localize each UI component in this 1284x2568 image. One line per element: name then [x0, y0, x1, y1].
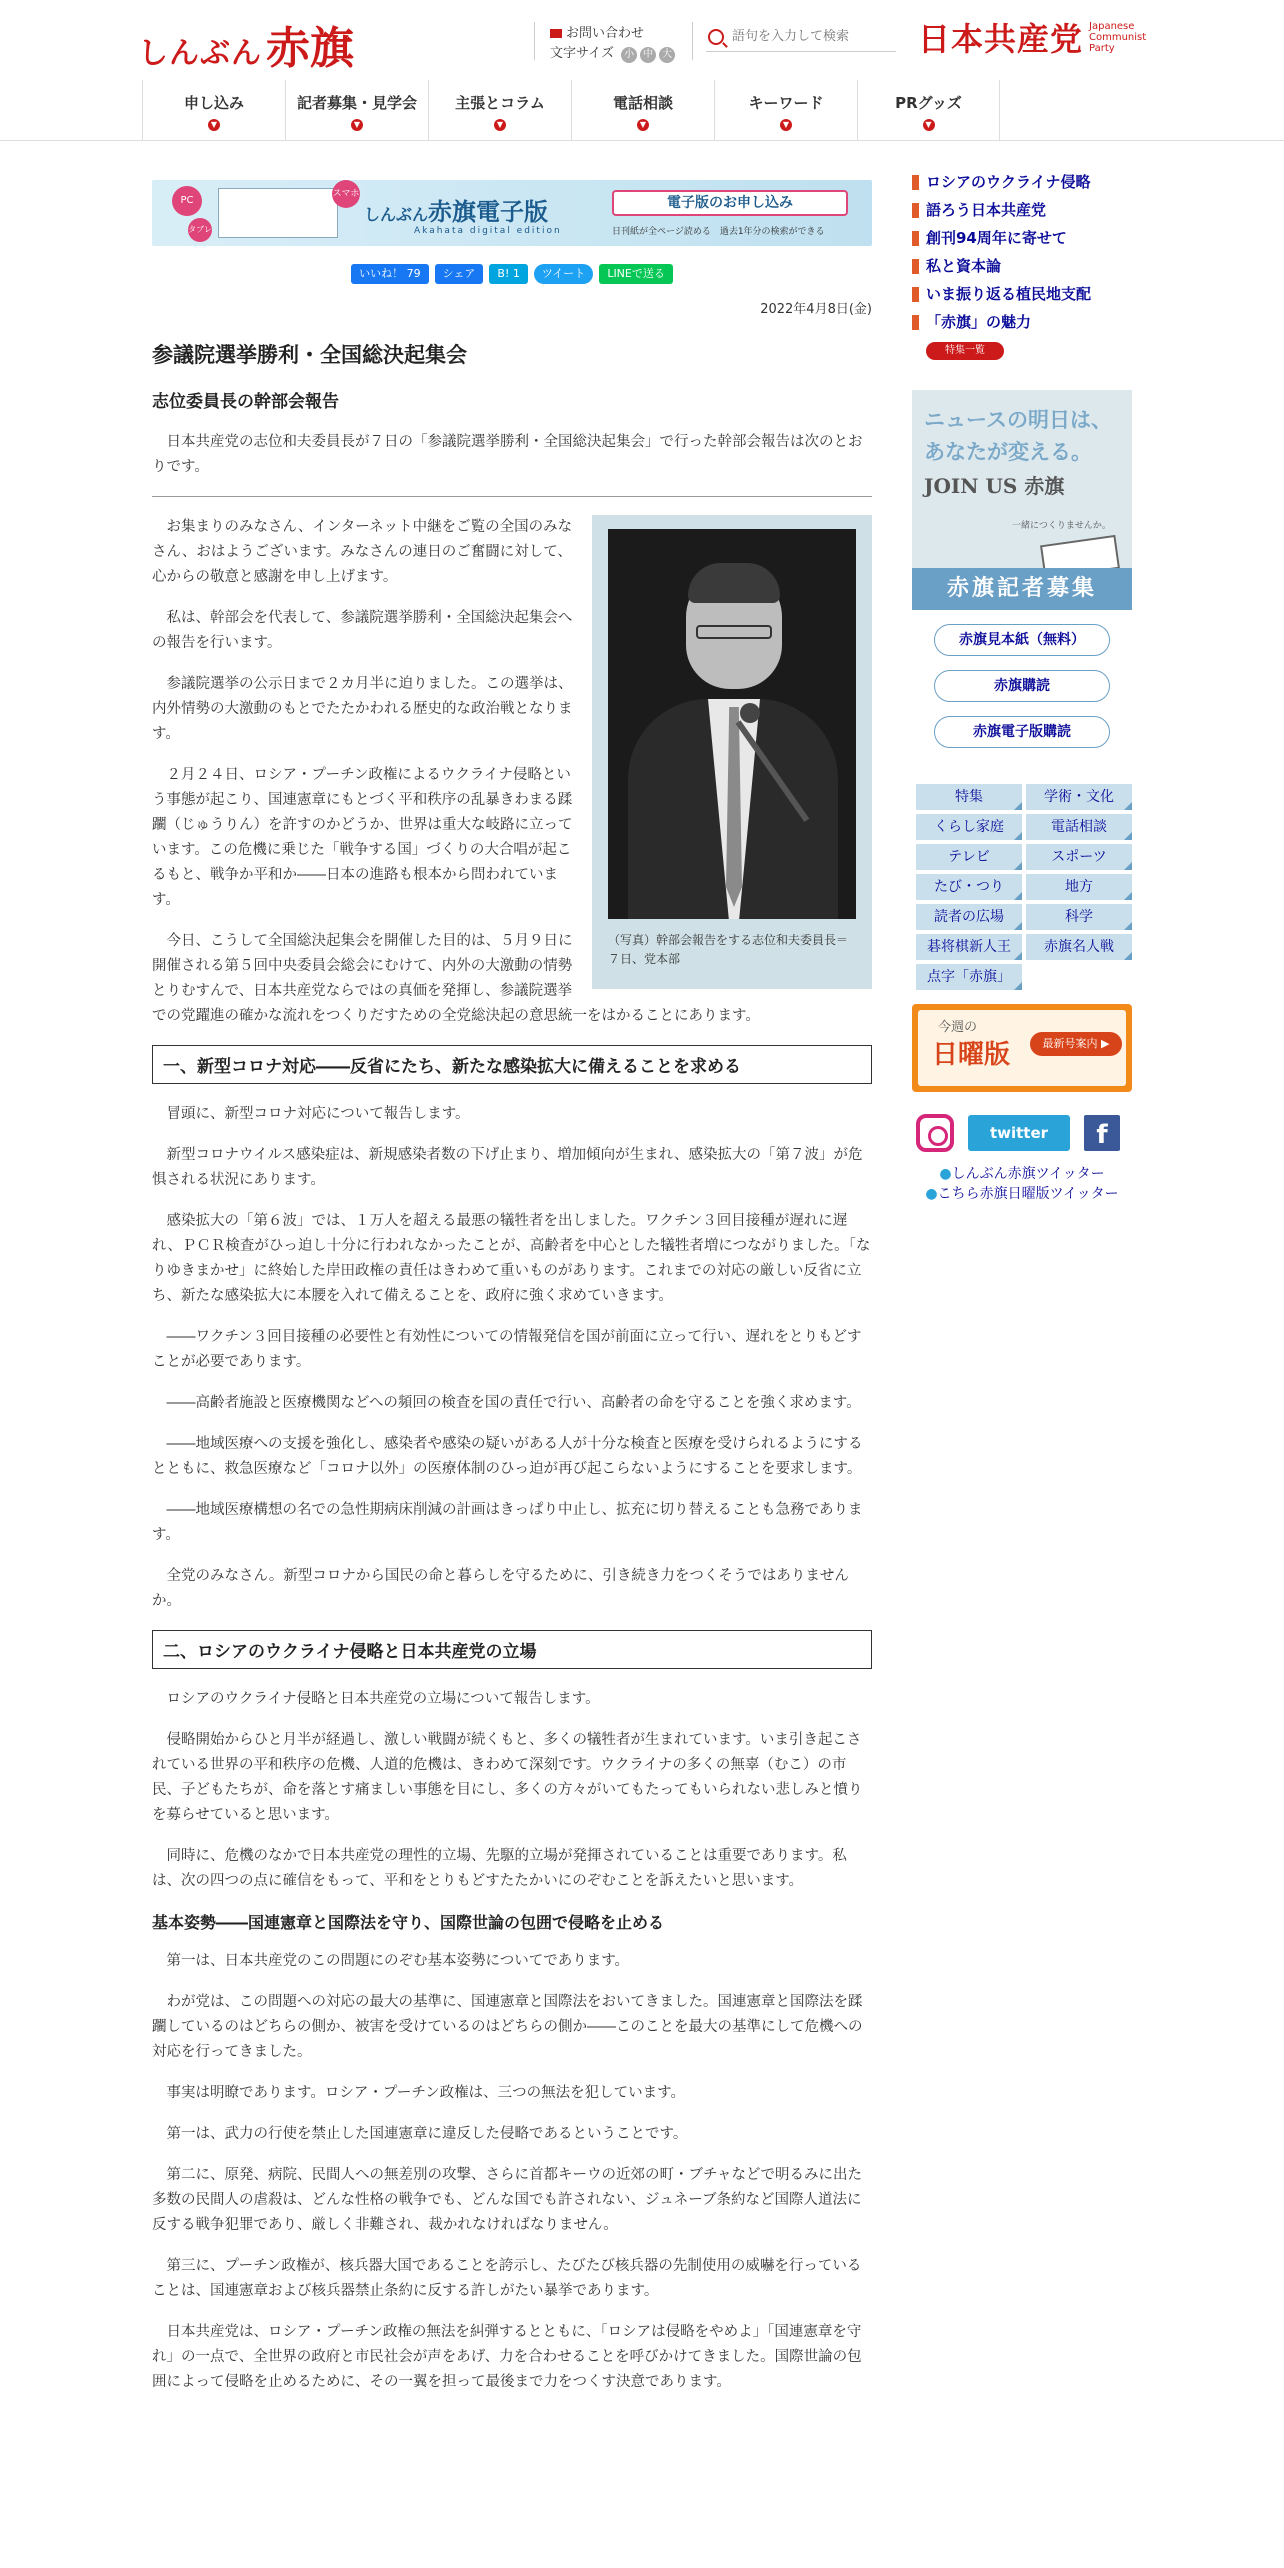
article-paragraph: 全党のみなさん。新型コロナから国民の命と暮らしを守るために、引き続き力をつくそうではありませんか。 [152, 1568, 849, 1609]
article-paragraph: 私は、幹部会を代表して、参議院選挙勝利・全国総決起集会への報告を行います。 [152, 610, 573, 651]
article-photo[interactable] [608, 529, 856, 919]
article-subtitle: 志位委員長の幹部会報告 [152, 392, 339, 412]
smartphone-badge: スマホ [332, 180, 360, 208]
subsection-heading: 基本姿勢――国連憲章と国際法を守り、国際世論の包囲で侵略を止める [152, 1913, 665, 1932]
nav-item-keyword[interactable]: キーワード ▼ [714, 80, 857, 140]
main-nav [142, 80, 1000, 140]
line-share-button[interactable]: LINEで送る [599, 264, 673, 284]
instagram-icon[interactable] [916, 1114, 954, 1152]
chevron-down-icon: ▼ [637, 119, 649, 131]
digital-subscribe-button[interactable]: 赤旗電子版購読 [934, 716, 1110, 748]
hatena-bookmark-button[interactable]: B! 1 [489, 264, 527, 284]
category-link[interactable]: 科学 [1026, 904, 1132, 930]
sunday-title: 日曜版 [932, 1040, 1011, 1070]
article-paragraph: ――地域医療への支援を強化し、感染者や感染の疑いがある人が十分な検査と医療を受けられるようにするとともに、救急医療など「コロナ以外」の医療体制のひっ迫が再び起こらないようにすることを要求します。 [152, 1436, 863, 1477]
search-box [706, 22, 896, 52]
feature-link[interactable]: 私と資本論 [912, 252, 1132, 280]
article-paragraph: 同時に、危機のなかで日本共産党の理性的立場、先駆的立場が発揮されていることは重要であります。私は、次の四つの点に確信をもって、平和をとりもどすたたかいにのぞむことを訴えたいと思います。 [152, 1848, 847, 1889]
font-size-large-button[interactable]: 大 [659, 47, 675, 63]
category-link[interactable]: くらし家庭 [916, 814, 1022, 840]
nav-item-pr[interactable]: PRグッズ ▼ [857, 80, 1000, 140]
jcp-logo[interactable] [918, 14, 1146, 60]
banner-title: しんぶん赤旗電子版 [364, 198, 549, 226]
pc-badge: PC [172, 186, 202, 216]
category-link[interactable]: 電話相談 [1026, 814, 1132, 840]
nav-item-apply[interactable]: 申し込み ▼ [142, 80, 285, 140]
category-link[interactable]: 碁将棋新人王 [916, 934, 1022, 960]
mail-icon [550, 29, 562, 38]
search-icon[interactable] [708, 29, 724, 45]
feature-link[interactable]: 創刊94周年に寄せて [912, 224, 1132, 252]
section-heading-1: 一、新型コロナ対応――反省にたち、新たな感染拡大に備えることを求める [152, 1045, 872, 1084]
article-paragraph: 第一は、武力の行使を禁止した国連憲章に違反した侵略であるということです。 [166, 2126, 688, 2142]
logo-big-text: 赤旗 [266, 23, 354, 74]
digital-edition-banner[interactable] [152, 180, 872, 258]
latest-issue-button[interactable]: 最新号案内 ▶ [1030, 1032, 1122, 1056]
article-paragraph: 冒頭に、新型コロナ対応について報告します。 [166, 1106, 470, 1122]
photo-caption: （写真）幹部会報告をする志位和夫委員長＝７日、党本部 [608, 933, 849, 966]
banner-subtitle: Akahata digital edition [414, 226, 562, 236]
category-link[interactable]: たび・つり [916, 874, 1022, 900]
divider [152, 496, 872, 497]
nav-item-phone[interactable]: 電話相談 ▼ [571, 80, 714, 140]
twitter-links [912, 1164, 1132, 1204]
article-paragraph: ロシアのウクライナ侵略と日本共産党の立場について報告します。 [166, 1691, 600, 1707]
font-size-small-button[interactable]: 小 [621, 47, 637, 63]
twitter-link-sunday[interactable]: ●こちら赤旗日曜版ツイッター [925, 1186, 1119, 1202]
article-paragraph: 日本共産党は、ロシア・プーチン政権の無法を糾弾するとともに、「ロシアは侵略をやめよ」「国連憲章を守れ」の一点で、全世界の政府と市民社会が声をあげ、力を合わせることを呼びかけてきました。国際世論の包囲によって侵略を止めるために、その一翼を担って最後まで力をつくす決意であります。 [152, 2324, 862, 2390]
category-grid [912, 784, 1132, 990]
contact-label: お問い合わせ [566, 26, 645, 41]
digital-apply-button[interactable]: 電子版のお申し込み [612, 190, 848, 216]
article-paragraph: 事実は明瞭であります。ロシア・プーチン政権は、三つの無法を犯しています。 [166, 2085, 686, 2101]
logo-small-text: しんぶん [138, 36, 262, 71]
contact-link[interactable] [550, 22, 644, 41]
category-link[interactable]: 点字「赤旗」 [916, 964, 1022, 990]
font-size-label: 文字サイズ [550, 46, 614, 61]
article-paragraph: ２月２４日、ロシア・プーチン政権によるウクライナ侵略という事態が起こり、国連憲章にもとづく平和秩序の乱暴きわまる蹂躙（じゅうりん）を許すのかどうか、世界は重大な岐路に立っています。この危機に乗じた「戦争する国」づくりの大合唱が起こるもと、戦争か平和か――日本の進路も根本から問われています。 [152, 767, 573, 908]
chevron-down-icon: ▼ [351, 119, 363, 131]
article-paragraph: 第一は、日本共産党のこの問題にのぞむ基本姿勢についてであります。 [166, 1953, 630, 1969]
article-paragraph: 新型コロナウイルス感染症は、新規感染者数の下げ止まり、増加傾向が生まれ、感染拡大の「第７波」が危惧される状況にあります。 [152, 1147, 863, 1188]
article-paragraph: ――地域医療構想の名での急性期病床削減の計画はきっぱり中止し、拡充に切り替えることも急務であります。 [152, 1502, 863, 1543]
subscribe-button[interactable]: 赤旗購読 [934, 670, 1110, 702]
feature-list-button[interactable]: 特集一覧 [926, 342, 1004, 360]
sns-links [912, 1114, 1132, 1152]
article-paragraph: 今日、こうして全国総決起集会を開催した目的は、５月９日に開催される第５回中央委員会総会にむけて、内外の大激動の情勢とりむすんで、日本共産党ならではの真価を発揮し、参議院選挙での党躍進の確かな流れをつくりだすための全党総決起の意思統一をはかることにあります。 [152, 933, 760, 1024]
article-paragraph: ――高齢者施設と医療機関などへの頻回の検査を国の責任で行い、高齢者の命を守ることを強く求めます。 [166, 1395, 861, 1411]
article-paragraph: 第二に、原発、病院、民間人への無差別の攻撃、さらに首都キーウの近郊の町・ブチャなどで明るみに出た多数の民間人の虐殺は、どんな性格の戦争でも、どんな国でも許されない、ジュネーブ条約など国際人道法に反する戦争犯罪であり、厳しく非難され、裁かれなければなりません。 [152, 2167, 863, 2233]
akahata-logo[interactable] [138, 12, 354, 76]
twitter-follow-button[interactable]: twitter [968, 1115, 1070, 1151]
article-paragraph: 参議院選挙の公示日まで２カ月半に迫りました。この選挙は、内外情勢の大激動のもとでたたかわれる歴史的な政治戦となります。 [152, 676, 573, 742]
feature-link[interactable]: ロシアのウクライナ侵略 [912, 168, 1132, 196]
feature-link[interactable]: 「赤旗」の魅力 [912, 308, 1132, 336]
search-input[interactable] [732, 29, 882, 44]
device-illustration [218, 188, 338, 238]
article-lead: 日本共産党の志位和夫委員長が７日の「参議院選挙勝利・全国総決起集会」で行った幹部会報告は次のとおりです。 [152, 434, 863, 475]
sample-paper-button[interactable]: 赤旗見本紙（無料） [934, 624, 1110, 656]
feature-links [912, 168, 1132, 336]
article-paragraph: ――ワクチン３回目接種の必要性と有効性についての情報発信を国が前面に立って行い、遅れをとりもどすことが必要であります。 [152, 1329, 862, 1370]
feature-link[interactable]: 語ろう日本共産党 [912, 196, 1132, 224]
article-photo-box [592, 515, 872, 989]
site-header [0, 0, 1284, 72]
category-link[interactable]: テレビ [916, 844, 1022, 870]
font-size-medium-button[interactable]: 中 [640, 47, 656, 63]
facebook-share-button[interactable]: シェア [435, 264, 484, 284]
tablet-badge: タブレット [188, 218, 212, 242]
party-name-en: Japanese Communist Party [1089, 20, 1147, 54]
category-link[interactable]: 地方 [1026, 874, 1132, 900]
recruit-join-text: JOIN US 赤旗 [924, 474, 1065, 498]
twitter-link-akahata[interactable]: ●しんぶん赤旗ツイッター [939, 1166, 1105, 1182]
category-link[interactable]: 赤旗名人戦 [1026, 934, 1132, 960]
category-link[interactable]: 特集 [916, 784, 1022, 810]
reporter-recruit-banner[interactable] [912, 390, 1132, 610]
category-link[interactable]: 読者の広場 [916, 904, 1022, 930]
chevron-down-icon: ▼ [780, 119, 792, 131]
article-date: 2022年4月8日(金) [760, 302, 872, 317]
social-buttons [152, 264, 872, 290]
tweet-button[interactable]: ツイート [534, 264, 593, 284]
nav-item-recruit[interactable]: 記者募集・見学会 ▼ [285, 80, 428, 140]
main-content [152, 180, 872, 2411]
sunday-edition-banner[interactable] [912, 1004, 1132, 1092]
article-paragraph: 侵略開始からひと月半が経過し、激しい戦闘が続くもと、多くの犠牲者が生まれています。いま引き起こされている世界の平和秩序の危機、人道的危機は、きわめて深刻です。ウクライナの多くの無辜（むこ）の市民、子どもたちが、命を落とす痛ましい事態を目にし、多くの方々がいてもたってもいられない悲しみと憤りを募らせていると思います。 [152, 1732, 863, 1823]
recruit-note: 一緒につくりませんか。 [1012, 521, 1111, 531]
article-paragraph: お集まりのみなさん、インターネット中継をご覧の全国のみなさん、おはようございます。みなさんの連日のご奮闘に対して、心からの敬意と感謝を申し上げます。 [152, 519, 573, 585]
font-size-control [550, 42, 675, 63]
article-paragraph: 第三に、プーチン政権が、核兵器大国であることを誇示し、たびたび核兵器の先制使用の威嚇を行っていることは、国連憲章および核兵器禁止条約に反する許しがたい暴挙であります。 [152, 2258, 862, 2299]
nav-divider [0, 140, 1284, 141]
header-divider [692, 22, 693, 60]
chevron-down-icon: ▼ [494, 119, 506, 131]
recruit-headline: ニュースの明日は、 あなたが変える。 [924, 408, 1112, 464]
chevron-down-icon: ▼ [208, 119, 220, 131]
category-link[interactable]: スポーツ [1026, 844, 1132, 870]
chevron-down-icon: ▼ [923, 119, 935, 131]
article-paragraph: わが党は、この問題への対応の最大の基準に、国連憲章と国際法をおいてきました。国連憲章と国際法を蹂躙しているのはどちらの側か、被害を受けているのはどちらの側か――このことを最大の基準にして危機への対応を行ってきました。 [152, 1994, 863, 2060]
article-title: 参議院選挙勝利・全国総決起集会 [152, 343, 467, 367]
category-link[interactable]: 学術・文化 [1026, 784, 1132, 810]
header-divider [534, 22, 535, 60]
nav-item-opinion[interactable]: 主張とコラム ▼ [428, 80, 571, 140]
banner-note: 日刊紙が全ページ読める 過去1年分の検索ができる [612, 227, 825, 237]
feature-link[interactable]: いま振り返る植民地支配 [912, 280, 1132, 308]
facebook-like-button[interactable]: いいね！ 79 [351, 264, 429, 284]
sidebar [912, 168, 1132, 1204]
article-paragraph: 感染拡大の「第６波」では、１万人を超える最悪の犠牲者を出しました。ワクチン３回目接種が遅れに遅れ、ＰＣＲ検査がひっ迫し十分に行われなかったことが、高齢者を中心とした犠牲者増につながりました。「なりゆきまかせ」に終始した岸田政権の責任はきわめて重いものがあります。これまでの対応の厳しい反省に立ち、新たな感染拡大に本腰を入れて備えることを、政府に強く求めていきます。 [152, 1213, 871, 1304]
party-name-jp: 日本共産党 [918, 20, 1084, 58]
facebook-icon[interactable]: f [1084, 1115, 1120, 1151]
recruit-title: 赤旗記者募集 [912, 568, 1132, 610]
section-heading-2: 二、ロシアのウクライナ侵略と日本共産党の立場 [152, 1630, 872, 1669]
sunday-week-label: 今週の [938, 1020, 978, 1035]
